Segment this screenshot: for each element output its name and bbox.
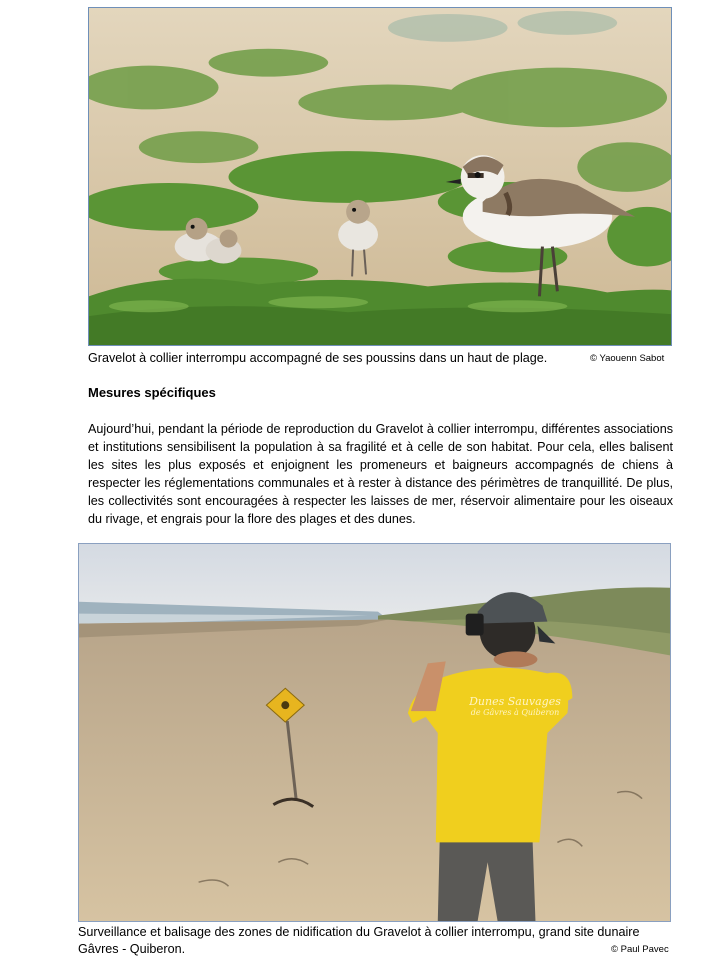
shirt-print: [459, 696, 571, 718]
warden-photo-illustration: [79, 544, 670, 921]
photo-credit: © Yaouenn Sabot: [590, 353, 665, 364]
shirt-line-2: de Gâvres à Quiberon: [470, 708, 560, 717]
photo-caption: Gravelot à collier interrompu accompagné de ses poussins dans un haut de plage.: [88, 351, 548, 365]
warden-photo: [78, 543, 671, 922]
plover-photo-illustration: [89, 8, 671, 345]
photo-credit: © Paul Pavec: [611, 944, 669, 955]
plover-photo: [88, 7, 672, 346]
photo-caption: Surveillance et balisage des zones de nidification du Gravelot à collier interrompu, grand site dunaire Gâvres - Quiberon.: [78, 925, 640, 956]
section-heading: Mesures spécifiques: [88, 385, 216, 400]
shirt-line-1: Dunes Sauvages: [469, 695, 561, 708]
section-paragraph: Aujourd’hui, pendant la période de reproduction du Gravelot à collier interrompu, différentes associations et institutions sensibilisent la population à sa fragilité et à celle de son habitat. Pour cela, elles balisent les sites les plus exposés et enjoignent les promeneurs et baigneurs accompagnés de chiens à respecter les réglementations communales et à rester à distance des périmètres de tranquillité. De plus, les collectivités sont encouragées à respecter les laisses de mer, réservoir alimentaire pour les oiseaux du rivage, et engrais pour la flore des plages et des dunes.: [88, 422, 673, 526]
